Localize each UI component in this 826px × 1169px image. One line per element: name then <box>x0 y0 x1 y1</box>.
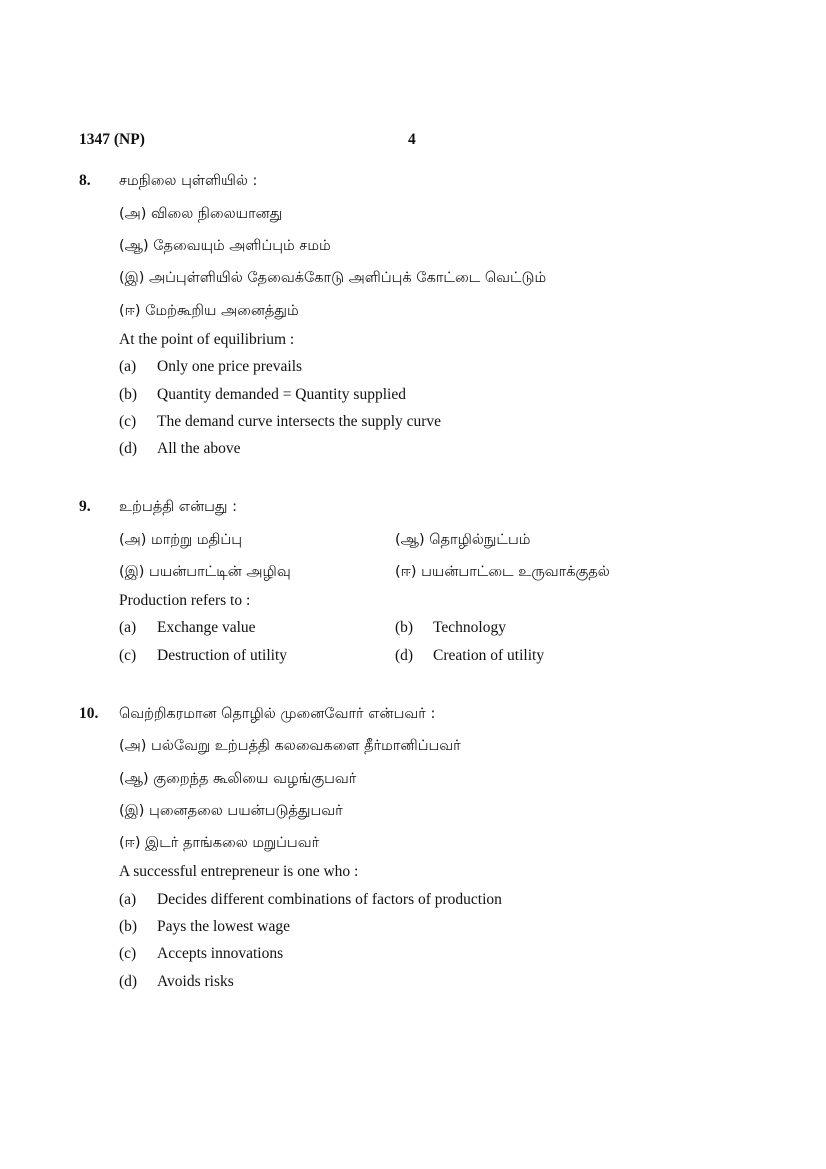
tamil-option: (ஈ) மேற்கூறிய அனைத்தும் <box>119 303 299 319</box>
option-letter: (d) <box>119 973 138 990</box>
tamil-option: (ஈ) பயன்பாட்டை உருவாக்குதல் <box>395 564 610 580</box>
option-text: Creation of utility <box>433 647 545 664</box>
tamil-option: (இ) புனைதலை பயன்படுத்துபவர் <box>119 803 343 819</box>
english-question: At the point of equilibrium : <box>119 331 295 348</box>
option-text: The demand curve intersects the supply curve <box>157 413 442 430</box>
option-text: Technology <box>433 619 506 636</box>
option-letter: (c) <box>119 413 137 430</box>
english-question: Production refers to : <box>119 592 251 609</box>
option-text: Avoids risks <box>157 973 234 990</box>
tamil-option: (அ) பல்வேறு உற்பத்தி கலவைகளை தீர்மானிப்பவர் <box>119 738 461 754</box>
option-letter: (b) <box>119 386 138 403</box>
option-text: Destruction of utility <box>157 647 288 664</box>
tamil-question: சமநிலை புள்ளியில் : <box>119 173 258 189</box>
option-text: Accepts innovations <box>157 945 284 962</box>
question-number: 10. <box>79 705 99 722</box>
option-letter: (a) <box>119 891 137 908</box>
tamil-option: (இ) அப்புள்ளியில் தேவைக்கோடு அளிப்புக் கோட்டை வெட்டும் <box>119 270 547 286</box>
tamil-option: (ஆ) தேவையும் அளிப்பும் சமம் <box>119 238 331 254</box>
option-letter: (b) <box>119 918 138 935</box>
option-text: Pays the lowest wage <box>157 918 291 935</box>
option-letter: (d) <box>119 440 138 457</box>
tamil-option: (அ) விலை நிலையானது <box>119 206 283 222</box>
question-number: 9. <box>79 498 91 515</box>
tamil-option: (ஈ) இடர் தாங்கலை மறுப்பவர் <box>119 835 320 851</box>
option-text: Only one price prevails <box>157 358 303 375</box>
tamil-question: வெற்றிகரமான தொழில் முனைவோர் என்பவர் : <box>119 706 436 722</box>
option-text: All the above <box>157 440 241 457</box>
tamil-option: (ஆ) தொழில்நுட்பம் <box>395 532 531 548</box>
question-number: 8. <box>79 172 91 189</box>
tamil-option: (ஆ) குறைந்த கூலியை வழங்குபவர் <box>119 771 357 787</box>
english-question: A successful entrepreneur is one who : <box>119 863 359 880</box>
paper-code: 1347 (NP) <box>79 131 145 148</box>
option-letter: (c) <box>119 945 137 962</box>
page-number: 4 <box>408 131 416 148</box>
option-text: Quantity demanded = Quantity supplied <box>157 386 406 403</box>
option-letter: (a) <box>119 619 137 636</box>
option-letter: (c) <box>119 647 137 664</box>
tamil-option: (அ) மாற்று மதிப்பு <box>119 532 243 548</box>
option-letter: (d) <box>395 647 414 664</box>
tamil-option: (இ) பயன்பாட்டின் அழிவு <box>119 564 291 580</box>
option-letter: (a) <box>119 358 137 375</box>
tamil-question: உற்பத்தி என்பது : <box>119 499 237 515</box>
option-text: Decides different combinations of factors of production <box>157 891 502 908</box>
option-letter: (b) <box>395 619 414 636</box>
option-text: Exchange value <box>157 619 256 636</box>
